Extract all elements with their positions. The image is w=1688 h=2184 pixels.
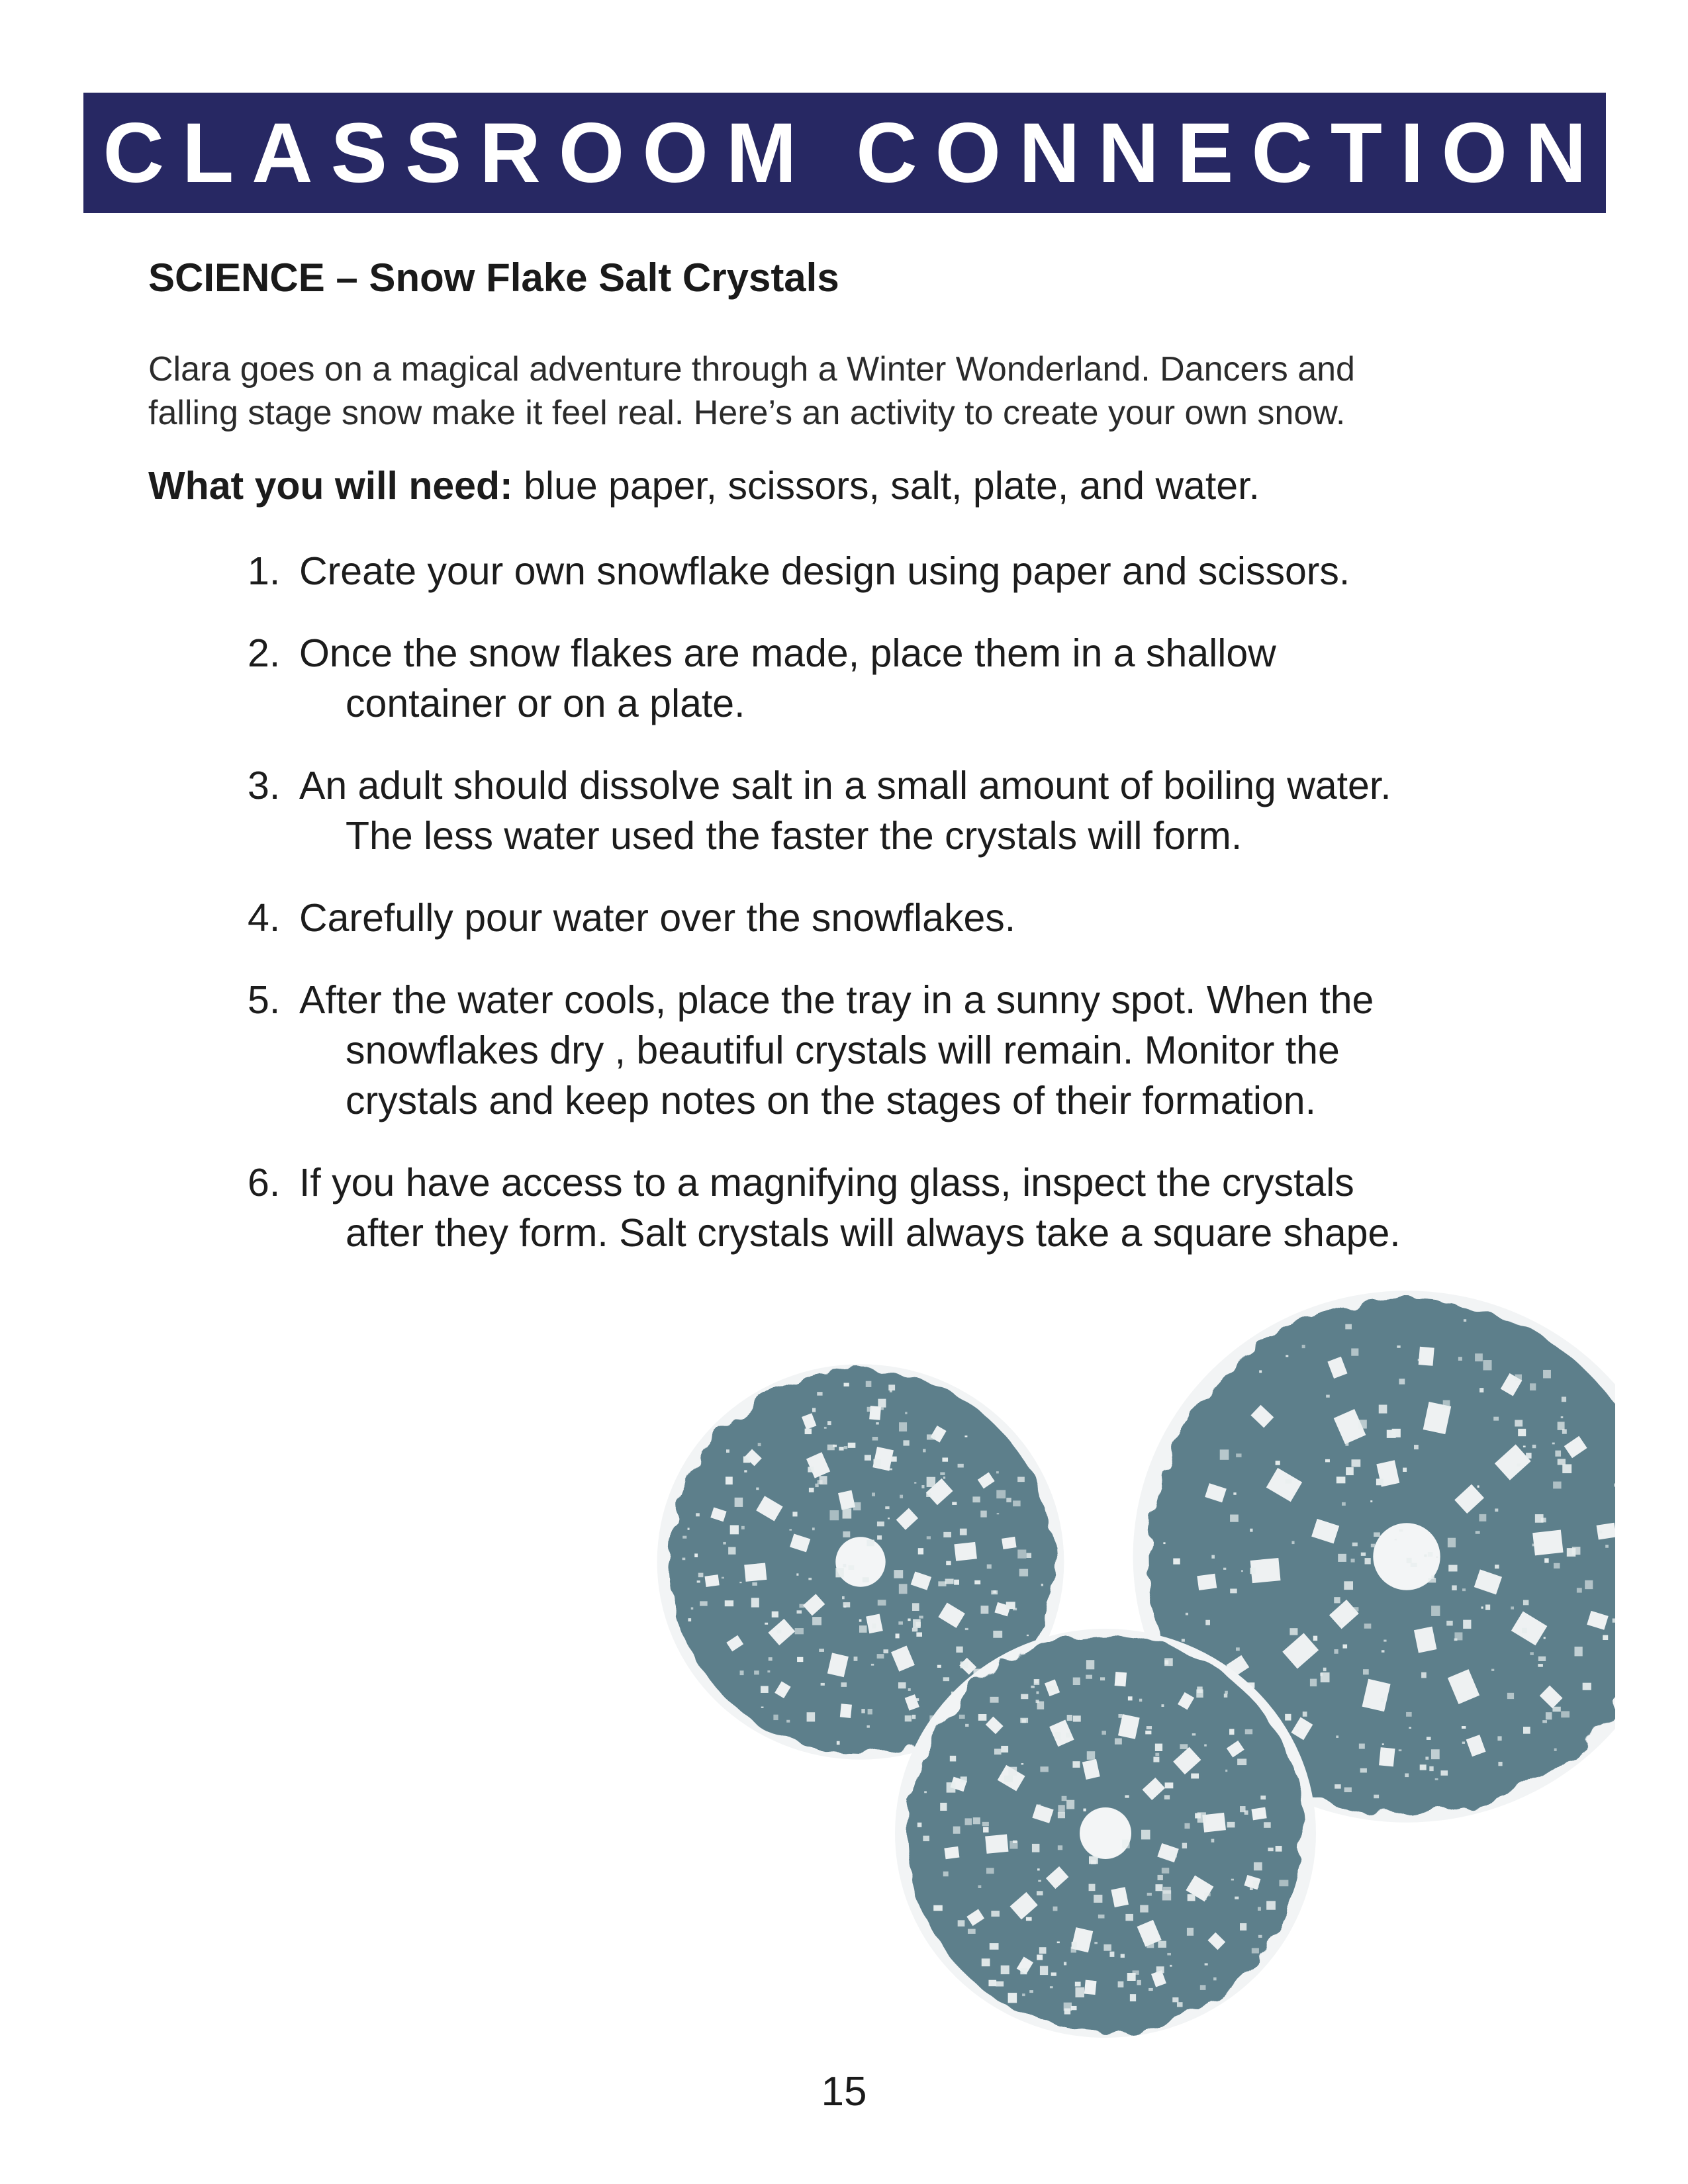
materials-list: blue paper, scissors, salt, plate, and water.: [512, 464, 1260, 508]
page-number: 15: [821, 2069, 867, 2115]
step-text: [248, 1158, 1571, 1208]
step-text: [248, 760, 1571, 811]
step-line-text: The less water used the faster the crystals will form.: [346, 814, 1243, 858]
step-text: [248, 1075, 1571, 1126]
instructions-list: [248, 546, 1571, 1290]
intro-line: falling stage snow make it feel real. Here’s an activity to create your own snow.: [148, 394, 1346, 432]
step-number: 5.: [248, 978, 281, 1022]
section-title: SCIENCE – Snow Flake Salt Crystals: [148, 255, 839, 300]
step-text: [248, 811, 1571, 861]
instruction-step: [248, 628, 1571, 729]
intro-paragraph: [148, 347, 1571, 435]
step-number: 6.: [248, 1161, 281, 1205]
instruction-step: [248, 975, 1571, 1126]
instruction-step: [248, 760, 1571, 861]
step-number: 2.: [248, 631, 281, 675]
step-number: 1.: [248, 549, 281, 593]
snowflake-bottom: [895, 1629, 1316, 2038]
step-text: [248, 975, 1571, 1025]
materials-needed: [148, 463, 1260, 508]
salt-crystal-snowflakes-photo: [649, 1244, 1615, 2038]
step-text: [248, 893, 1571, 943]
step-text: [248, 628, 1571, 678]
step-number: 4.: [248, 896, 281, 940]
instruction-step: [248, 893, 1571, 943]
step-line-text: Carefully pour water over the snowflakes.: [299, 896, 1016, 940]
section-banner: [83, 93, 1606, 213]
step-text: [248, 546, 1571, 596]
step-line-text: snowflakes dry , beautiful crystals will remain. Monitor the: [346, 1028, 1340, 1072]
step-line-text: Create your own snowflake design using paper and scissors.: [299, 549, 1350, 593]
banner-title: CLASSROOM CONNECTION: [103, 105, 1605, 201]
intro-line: Clara goes on a magical adventure through a Winter Wonderland. Dancers and: [148, 350, 1355, 388]
instruction-step: [248, 1158, 1571, 1258]
step-text: [248, 678, 1571, 729]
step-line-text: An adult should dissolve salt in a small amount of boiling water.: [299, 764, 1391, 807]
step-line-text: If you have access to a magnifying glass, inspect the crystals: [299, 1161, 1354, 1205]
step-line-text: crystals and keep notes on the stages of their formation.: [346, 1079, 1316, 1122]
step-line-text: after they form. Salt crystals will always take a square shape.: [346, 1211, 1401, 1255]
step-line-text: Once the snow flakes are made, place them in a shallow: [299, 631, 1276, 675]
step-text: [248, 1025, 1571, 1075]
materials-label: What you will need:: [148, 464, 513, 508]
step-number: 3.: [248, 764, 281, 807]
step-line-text: After the water cools, place the tray in a sunny spot. When the: [299, 978, 1374, 1022]
step-line-text: container or on a plate.: [346, 682, 745, 725]
instruction-step: [248, 546, 1571, 596]
